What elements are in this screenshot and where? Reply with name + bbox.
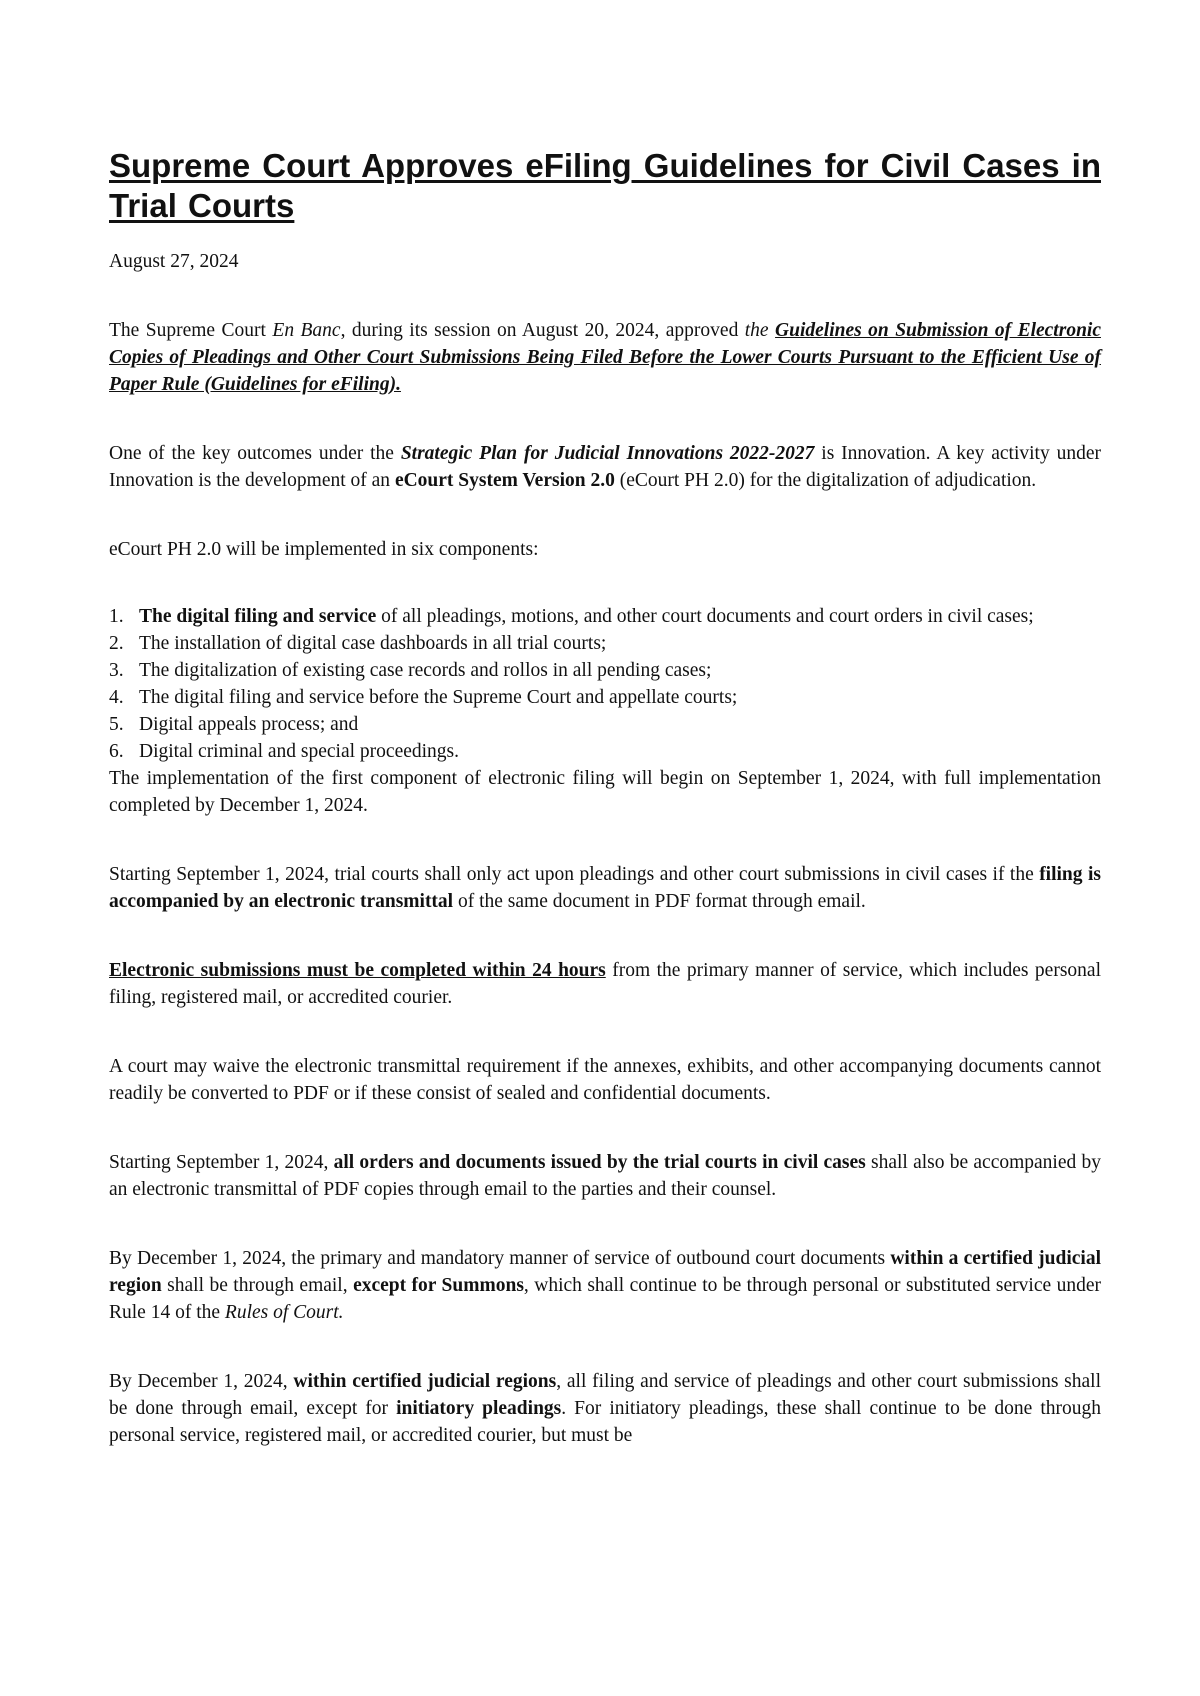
text-run: shall also be accompanied by an electronic transmittal of PDF copies through email to the parties and their counsel. xyxy=(109,1152,1101,1200)
list-item xyxy=(109,711,1101,738)
list-number: 1. xyxy=(109,606,124,627)
text-run: of the same document in PDF format through email. xyxy=(453,891,866,912)
text-run: , which shall continue to be through personal or substituted service under Rule 14 of the xyxy=(109,1275,1101,1323)
text-run: The Supreme Court xyxy=(109,320,273,341)
text-run-bold-italic: Strategic Plan for Judicial Innovations 2022-2027 xyxy=(400,443,815,464)
list-item xyxy=(109,684,1101,711)
paragraph-strategic-plan xyxy=(109,440,1101,494)
list-number: 3. xyxy=(109,660,124,681)
paragraph-court-orders xyxy=(109,1149,1101,1203)
paragraph-outbound-service xyxy=(109,1245,1101,1326)
list-item-text: The installation of digital case dashboards in all trial courts; xyxy=(139,633,607,654)
text-run: from the primary manner of service, which includes personal filing, registered mail, or accredited courier. xyxy=(109,960,1101,1008)
text-run: (eCourt PH 2.0) for the digitalization of adjudication. xyxy=(614,470,1037,491)
list-number: 5. xyxy=(109,714,124,735)
text-run: One of the key outcomes under the xyxy=(109,443,401,464)
text-run: By December 1, 2024, the primary and mandatory manner of service of outbound court documents xyxy=(109,1248,891,1269)
text-run: , during its session on August 20, 2024, approved xyxy=(340,320,745,341)
text-run-bold: eCourt System Version 2.0 xyxy=(394,470,615,491)
text-run: . For initiatory pleadings, these shall continue to be done through personal service, registered mail, or accredited courier, but must be xyxy=(109,1398,1101,1446)
text-run-bold-underline: Electronic submissions must be completed within 24 hours xyxy=(109,960,606,981)
text-run-bold: filing is accompanied by an electronic transmittal xyxy=(109,864,1101,912)
text-run-bold: except for Summons xyxy=(353,1275,524,1296)
publication-date: August 27, 2024 xyxy=(109,251,239,272)
text-run-bold: The digital filing and service xyxy=(139,606,377,627)
list-item xyxy=(109,657,1101,684)
paragraph-24-hours xyxy=(109,957,1101,1011)
text-run: Starting September 1, 2024, trial courts shall only act upon pleadings and other court submissions in civil cases if the xyxy=(109,864,1040,885)
list-item-text: of all pleadings, motions, and other court documents and court orders in civil cases; xyxy=(376,606,1034,627)
list-number: 6. xyxy=(109,741,124,762)
list-item-text: The digital filing and service before the Supreme Court and appellate courts; xyxy=(139,687,738,708)
list-number: 2. xyxy=(109,633,124,654)
list-item-text: The digitalization of existing case records and rollos in all pending cases; xyxy=(139,660,712,681)
list-item xyxy=(109,738,1101,765)
text-run: By December 1, 2024, xyxy=(109,1371,294,1392)
text-run-bold: within certified judicial regions xyxy=(293,1371,557,1392)
document-page xyxy=(109,146,1101,1449)
guidelines-link-text: Guidelines on Submission of Electronic Copies of Pleadings and Other Court Submissions Being Filed Before the Lower Courts Pursuant to the Efficient Use of Paper Rule (Guidelines for eFiling). xyxy=(109,320,1101,395)
text-run-italic: the xyxy=(744,320,776,341)
paragraph-approval xyxy=(109,317,1101,398)
text-run-italic: Rules of Court. xyxy=(224,1302,344,1323)
text-run: is Innovation. A key activity under Innovation is the development of an xyxy=(109,443,1101,491)
text-run-italic: En Banc xyxy=(272,320,341,341)
text-run: shall be through email, xyxy=(161,1275,354,1296)
list-item-text: Digital appeals process; and xyxy=(139,714,359,735)
list-item-text: Digital criminal and special proceedings. xyxy=(139,741,460,762)
paragraph-components-intro: eCourt PH 2.0 will be implemented in six components: xyxy=(109,539,539,560)
components-list xyxy=(109,603,1101,765)
text-run: , all filing and service of pleadings and other court submissions shall be done through email, except for xyxy=(109,1371,1102,1419)
list-item xyxy=(109,603,1101,630)
text-run-bold: initiatory pleadings xyxy=(396,1398,562,1419)
paragraph-implementation: The implementation of the first component of electronic filing will begin on September 1, 2024, with full implementation completed by December 1, 2024. xyxy=(109,768,1101,816)
paragraph-filing-requirement xyxy=(109,861,1101,915)
paragraph-certified-regions xyxy=(109,1368,1101,1449)
page-title: Supreme Court Approves eFiling Guidelines for Civil Cases in Trial Courts xyxy=(109,147,1101,224)
list-number: 4. xyxy=(109,687,124,708)
paragraph-waiver: A court may waive the electronic transmittal requirement if the annexes, exhibits, and other accompanying documents cannot readily be converted to PDF or if these consist of sealed and confidential documents. xyxy=(109,1056,1101,1104)
text-run: Starting September 1, 2024, xyxy=(109,1152,334,1173)
text-run-bold: within a certified judicial region xyxy=(109,1248,1102,1296)
text-run-bold: all orders and documents issued by the trial courts in civil cases xyxy=(333,1152,866,1173)
list-item xyxy=(109,630,1101,657)
